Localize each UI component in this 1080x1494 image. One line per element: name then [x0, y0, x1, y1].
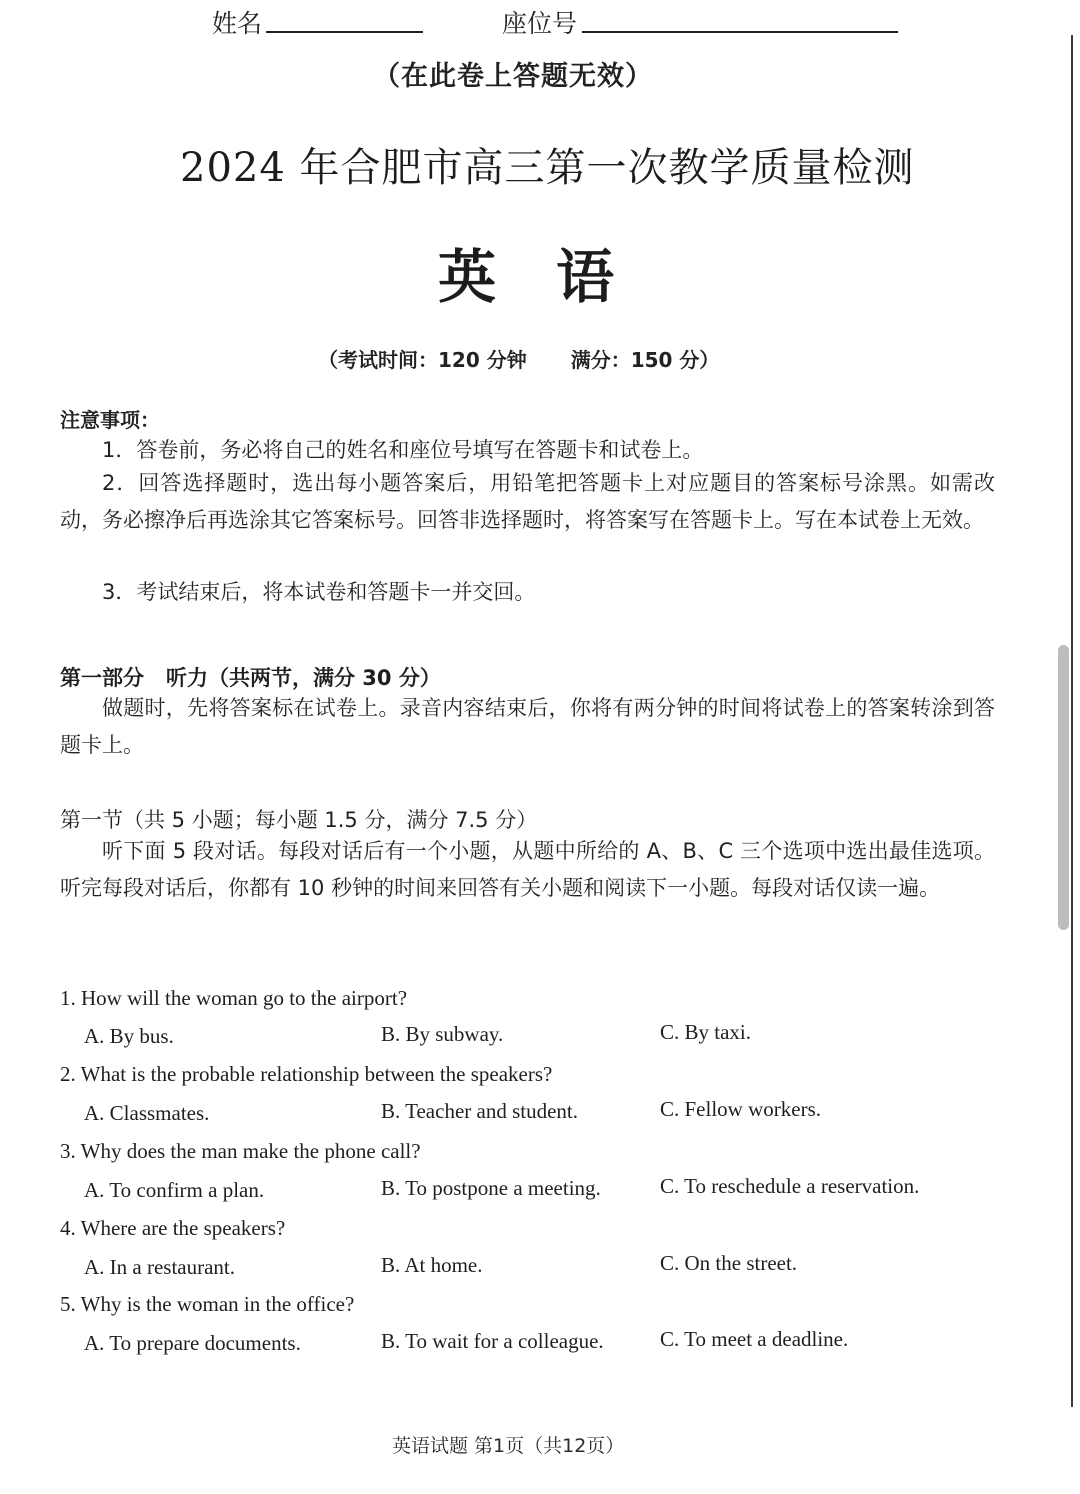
- part1-heading: [60, 662, 441, 692]
- option-b: B. At home.: [381, 1253, 483, 1277]
- seat-field-label: 座位号: [502, 9, 578, 38]
- question-stem: 2. What is the probable relationship between the speakers?: [60, 1062, 553, 1086]
- option-a: A. Classmates.: [84, 1101, 210, 1125]
- option-b: B. By subway.: [381, 1022, 504, 1046]
- option-c: C. On the street.: [660, 1251, 798, 1275]
- option-c: C. By taxi.: [660, 1020, 752, 1044]
- notice-heading: 注意事项：: [60, 408, 160, 432]
- name-field-label: 姓名: [212, 9, 263, 38]
- scrollbar-thumb[interactable]: [1058, 645, 1069, 930]
- subject-title: 英语: [438, 243, 675, 311]
- exam-time: （考试时间：120 分钟: [318, 348, 527, 372]
- invalid-answer-note: （在此卷上答题无效）: [373, 61, 653, 92]
- part1-heading-title: 听力（共两节，满分 30 分）: [166, 666, 441, 690]
- seat-field-line: [582, 31, 898, 33]
- question-stem: 5. Why is the woman in the office?: [60, 1292, 355, 1316]
- option-c: C. Fellow workers.: [660, 1097, 821, 1121]
- notice-item: 1．答卷前，务必将自己的姓名和座位号填写在答题卡和试卷上。: [102, 438, 704, 462]
- page-footer: 英语试题 第1页（共12页）: [392, 1435, 625, 1457]
- option-b: B. Teacher and student.: [381, 1099, 578, 1123]
- section1-heading: 第一节（共 5 小题；每小题 1.5 分，满分 7.5 分）: [60, 808, 538, 832]
- option-c: C. To reschedule a reservation.: [660, 1174, 920, 1198]
- option-b: B. To postpone a meeting.: [381, 1176, 601, 1200]
- option-b: B. To wait for a colleague.: [381, 1329, 604, 1353]
- option-a: A. By bus.: [84, 1024, 174, 1048]
- notice-item: 3．考试结束后，将本试卷和答题卡一并交回。: [102, 580, 536, 604]
- name-field-line: [266, 31, 423, 33]
- option-a: A. To prepare documents.: [84, 1331, 301, 1355]
- part1-heading-part: 第一部分: [60, 666, 144, 690]
- full-score: 满分：150 分）: [570, 348, 720, 372]
- page-edge-divider: [1071, 35, 1073, 1407]
- question-stem: 4. Where are the speakers?: [60, 1216, 286, 1240]
- option-a: A. In a restaurant.: [84, 1255, 236, 1279]
- question-stem: 3. Why does the man make the phone call?: [60, 1139, 421, 1163]
- section1-instructions: 听下面 5 段对话。每段对话后有一个小题，从题中所给的 A、B、C 三个选项中选出最佳选项。听完每段对话后，你都有 10 秒钟的时间来回答有关小题和阅读下一小题。每段对话仅读一遍。: [60, 839, 995, 900]
- option-a: A. To confirm a plan.: [84, 1178, 265, 1202]
- exam-info: [318, 344, 719, 373]
- part1-instructions: 做题时，先将答案标在试卷上。录音内容结束后，你将有两分钟的时间将试卷上的答案转涂到答题卡上。: [60, 696, 995, 757]
- option-c: C. To meet a deadline.: [660, 1327, 849, 1351]
- notice-item: 2．回答选择题时，选出每小题答案后，用铅笔把答题卡上对应题目的答案标号涂黑。如需改动，务必擦净后再选涂其它答案标号。回答非选择题时，将答案写在答题卡上。写在本试卷上无效。: [60, 471, 995, 532]
- question-stem: 1. How will the woman go to the airport?: [60, 986, 408, 1010]
- exam-title: 2024 年合肥市高三第一次教学质量检测: [180, 145, 915, 191]
